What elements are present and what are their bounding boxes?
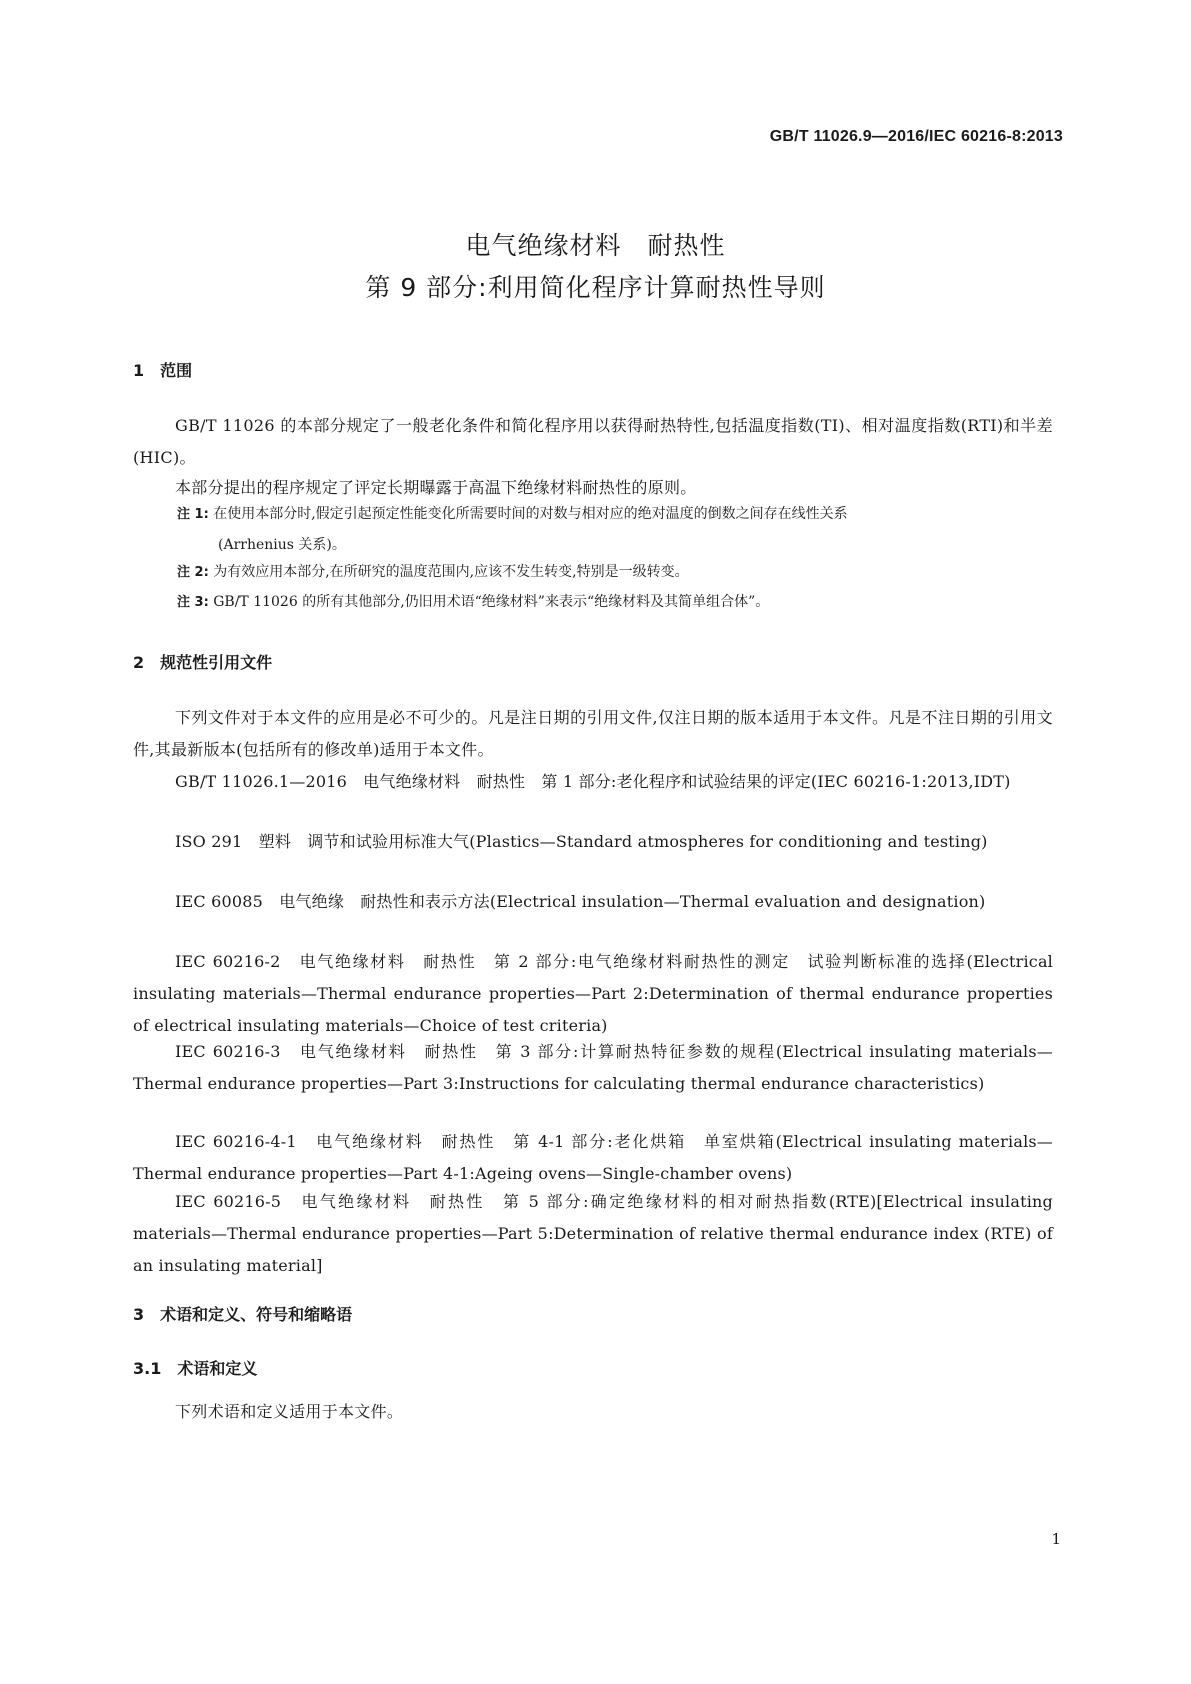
reference-item: IEC 60216-3 电气绝缘材料 耐热性 第 3 部分:计算耐热特征参数的规程(Electrical insulating materials—Thermal endurance properties—Part 3:Instructions for calculating thermal endurance characteristics) <box>133 1042 1053 1093</box>
note-3-label: 注 3: <box>177 595 209 610</box>
reference-item: GB/T 11026.1—2016 电气绝缘材料 耐热性 第 1 部分:老化程序和试验结果的评定(IEC 60216-1:2013,IDT) <box>175 772 1011 791</box>
standard-number: GB/T 11026.9—2016/IEC 60216-8:2013 <box>769 128 1063 145</box>
reference-item: IEC 60216-4-1 电气绝缘材料 耐热性 第 4-1 部分:老化烘箱 单室烘箱(Electrical insulating materials—Thermal endurance properties—Part 4-1:Ageing ovens—Single-chamber ovens) <box>133 1132 1053 1183</box>
note-2 <box>177 558 1057 587</box>
section-1-heading: 1 范围 <box>133 361 193 380</box>
reference-item: ISO 291 塑料 调节和试验用标准大气(Plastics—Standard atmospheres for conditioning and testing) <box>175 832 988 851</box>
section-3-1-heading: 3.1 术语和定义 <box>133 1359 258 1378</box>
note-1-label: 注 1: <box>177 507 209 522</box>
section-3-1-paragraph: 下列术语和定义适用于本文件。 <box>175 1402 404 1421</box>
reference-item: IEC 60216-2 电气绝缘材料 耐热性 第 2 部分:电气绝缘材料耐热性的测定 试验判断标准的选择(Electrical insulating materials—Thermal endurance properties—Part 2:Determination of thermal endurance properties of electrical insulating materials—Choice of test criteria) <box>133 952 1053 1035</box>
title-line-2: 第 9 部分:利用简化程序计算耐热性导则 <box>365 273 826 302</box>
section-1-paragraph-1: GB/T 11026 的本部分规定了一般老化条件和简化程序用以获得耐热特性,包括温度指数(TI)、相对温度指数(RTI)和半差(HIC)。 <box>133 416 1053 467</box>
section-2-heading: 2 规范性引用文件 <box>133 653 273 672</box>
page-number: 1 <box>1051 1530 1061 1548</box>
note-1 <box>177 500 1057 529</box>
reference-item: IEC 60085 电气绝缘 耐热性和表示方法(Electrical insulation—Thermal evaluation and designation) <box>175 892 986 911</box>
note-2-label: 注 2: <box>177 565 209 580</box>
note-2-text: 为有效应用本部分,在所研究的温度范围内,应该不发生转变,特别是一级转变。 <box>213 564 689 580</box>
note-3 <box>177 588 1057 617</box>
reference-item: IEC 60216-5 电气绝缘材料 耐热性 第 5 部分:确定绝缘材料的相对耐热指数(RTE)[Electrical insulating materials—Thermal endurance properties—Part 5:Determination of relative thermal endurance index (RTE) of an insulating material] <box>133 1192 1053 1275</box>
document-title <box>0 225 1191 309</box>
section-2-intro: 下列文件对于本文件的应用是必不可少的。凡是注日期的引用文件,仅注日期的版本适用于本文件。凡是不注日期的引用文件,其最新版本(包括所有的修改单)适用于本文件。 <box>133 708 1053 759</box>
note-3-text: GB/T 11026 的所有其他部分,仍旧用术语“绝缘材料”来表示“绝缘材料及其简单组合体”。 <box>213 594 770 610</box>
section-3-heading: 3 术语和定义、符号和缩略语 <box>133 1305 353 1324</box>
section-1-paragraph-2: 本部分提出的程序规定了评定长期曝露于高温下绝缘材料耐热性的原则。 <box>175 478 697 497</box>
note-1-continuation: (Arrhenius 关系)。 <box>218 537 346 553</box>
note-1-text: 在使用本部分时,假定引起预定性能变化所需要时间的对数与相对应的绝对温度的倒数之间存在线性关系 <box>213 506 848 522</box>
title-line-1: 电气绝缘材料 耐热性 <box>465 231 726 260</box>
